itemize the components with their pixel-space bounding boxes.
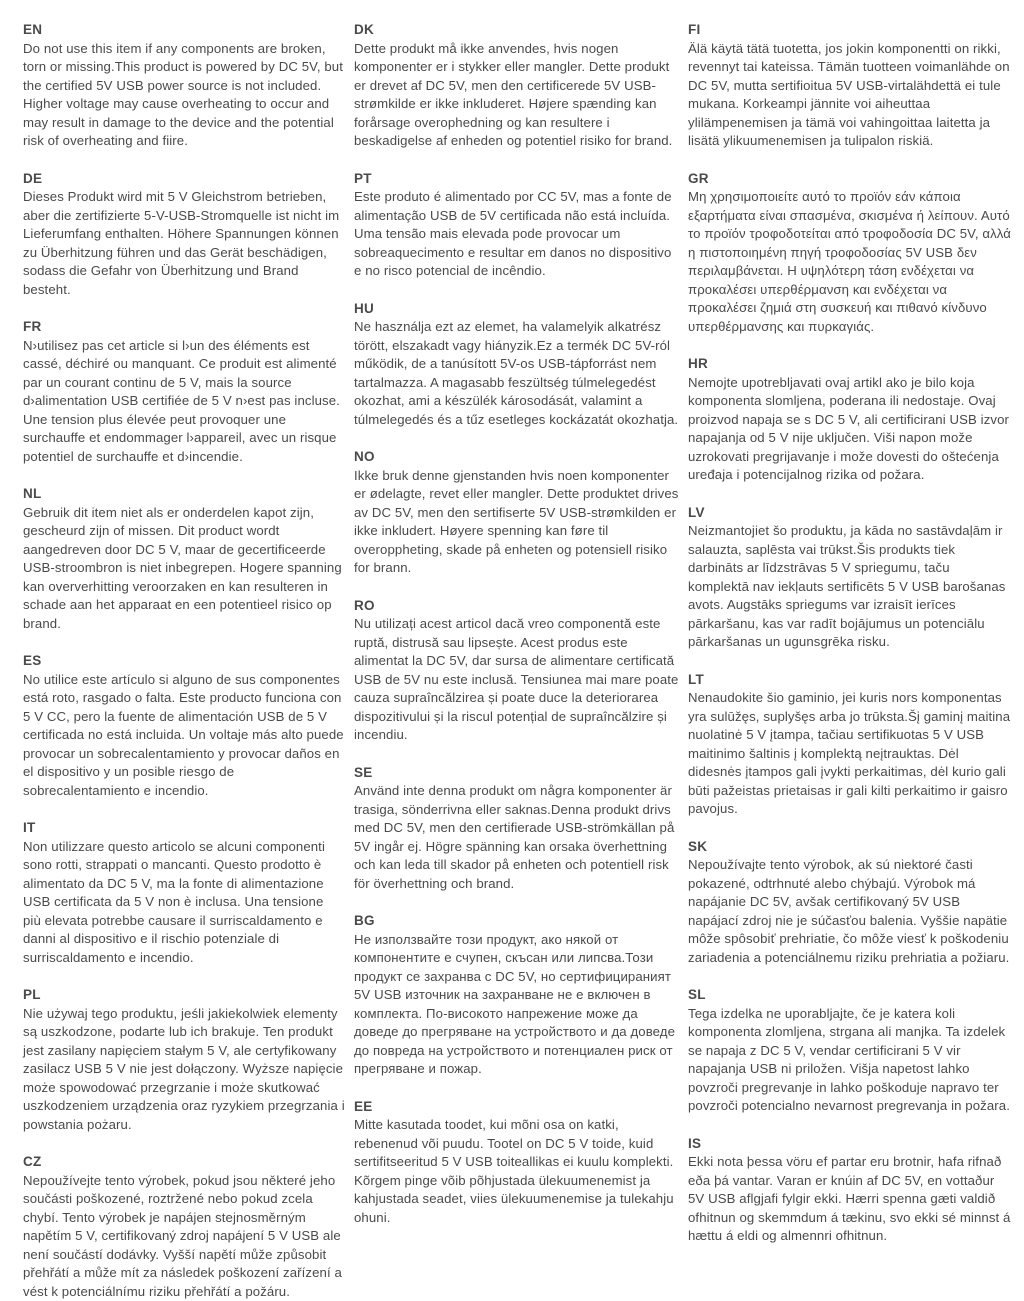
language-section-cz <box>23 1153 345 1301</box>
warning-text: Nie używaj tego produktu, jeśli jakiekolwiek elementy są uszkodzone, podarte lub ich brakuje. Ten produkt jest zasilany napięciem stałym 5 V, ale certyfikowany zasilacz USB 5 V nie jest dołączony. Wyższe napięcie może spowodować przegrzanie i może skutkować uszkodzeniem urządzenia oraz ryzykiem przegrzania i powstania pożaru. <box>23 1005 345 1135</box>
language-section-se <box>354 764 679 894</box>
language-section-no <box>354 448 679 578</box>
language-code-label: PT <box>354 170 679 189</box>
warning-text: Nemojte upotrebljavati ovaj artikl ako je bilo koja komponenta slomljena, poderana ili nedostaje. Ovaj proizvod napaja se s DC 5 V, ali certificirani USB izvor napajanja od 5 V nije uključen. Viši napon može uzrokovati pregrijavanje i može dovesti do oštećenja uređaja i potencijalnog rizika od požara. <box>688 374 1014 485</box>
language-section-pl <box>23 986 345 1134</box>
language-code-label: EE <box>354 1098 679 1117</box>
warning-text: Ikke bruk denne gjenstanden hvis noen komponenter er ødelagte, revet eller mangler. Dette produktet drives av DC 5V, men den sertifiserte 5V USB-strømkilden er ikke inkludert. Høyere spenning kan føre til overoppheting, skade på enheten og potensiell risiko for brann. <box>354 467 679 578</box>
language-code-label: HR <box>688 355 1014 374</box>
warning-text: Ne használja ezt az elemet, ha valamelyik alkatrész törött, elszakadt vagy hiányzik.Ez a termék DC 5V-ról működik, de a tanúsított 5V-os USB-tápforrást nem tartalmazza. A magasabb feszültség túlmelegedést okozhat, ami a készülék károsodását, valamint a túlmelegedés és a tűz esetleges kockázatát okozhatja. <box>354 318 679 429</box>
warning-text: N›utilisez pas cet article si l›un des éléments est cassé, déchiré ou manquant. Ce produit est alimenté par un courant continu de 5 V, mais la source d›alimentation USB certifiée de 5 V n›est pas incluse. Une tension plus élevée peut provoquer une surchauffe et endommager l›appareil, avec un risque potentiel de surchauffe et d›incendie. <box>23 337 345 467</box>
language-section-hu <box>354 300 679 430</box>
language-code-label: IS <box>688 1135 1014 1154</box>
language-code-label: FI <box>688 21 1014 40</box>
language-code-label: EN <box>23 21 345 40</box>
language-code-label: SL <box>688 986 1014 1005</box>
language-code-label: ES <box>23 652 345 671</box>
language-section-hr <box>688 355 1014 485</box>
language-section-en <box>23 21 345 151</box>
warning-text: Nepoužívajte tento výrobok, ak sú niektoré časti pokazené, odtrhnuté alebo chýbajú. Výrobok má napájanie DC 5V, avšak certifikovaný 5V USB napájací zdroj nie je súčasťou balenia. Vyššie napätie môže spôsobiť prehriatie, čo môže viesť k poškodeniu zariadenia a potenciálnemu riziku prehriatia a požiaru. <box>688 856 1014 967</box>
language-code-label: FR <box>23 318 345 337</box>
language-code-label: GR <box>688 170 1014 189</box>
language-code-label: PL <box>23 986 345 1005</box>
column-3 <box>688 21 1014 1014</box>
language-section-lt <box>688 671 1014 819</box>
language-section-fi <box>688 21 1014 151</box>
warning-text: Не използвайте този продукт, ако някой от компонентите е счупен, скъсан или липсва.Този продукт се захранва с DC 5V, но сертифицираният 5V USB източник на захранване не е включен в комплекта. По-високото напрежение може да доведе до прегряване на устройството и да доведе до повреда на устройството и потенциален риск от прегряване и пожар. <box>354 931 679 1079</box>
language-code-label: NL <box>23 485 345 504</box>
language-code-label: DE <box>23 170 345 189</box>
warning-text: Neizmantojiet šo produktu, ja kāda no sastāvdaļām ir salauzta, saplēsta vai trūkst.Šis produkts tiek darbināts ar līdzstrāvas 5 V spriegumu, taču komplektā nav iekļauts sertificēts 5 V USB barošanas avots. Augstāks spriegums var izraisīt ierīces pārkaršanu, kas var radīt bojājumus un potenciālu pārkaršanas un ugunsgrēka risku. <box>688 522 1014 652</box>
warning-text: Dette produkt må ikke anvendes, hvis nogen komponenter er i stykker eller mangler. Dette produkt er drevet af DC 5V, men den certificerede 5V USB-strømkilde er ikke inkluderet. Højere spænding kan forårsage overophedning og kan resultere i beskadigelse af enheden og potentiel risiko for brand. <box>354 40 679 151</box>
language-section-nl <box>23 485 345 633</box>
language-code-label: LV <box>688 504 1014 523</box>
language-code-label: LT <box>688 671 1014 690</box>
language-section-it <box>23 819 345 967</box>
language-code-label: BG <box>354 912 679 931</box>
warning-text: Non utilizzare questo articolo se alcuni componenti sono rotti, strappati o mancanti. Questo prodotto è alimentato da DC 5 V, ma la fonte di alimentazione USB certificata da 5 V non è inclusa. Una tensione più elevata potrebbe causare il surriscaldamento e danni al dispositivo e il rischio potenziale di surriscaldamento e incendio. <box>23 838 345 968</box>
warning-text: No utilice este artículo si alguno de sus componentes está roto, rasgado o falta. Este producto funciona con 5 V CC, pero la fuente de alimentación USB de 5 V certificada no está incluida. Un voltaje más alto puede provocar un sobrecalentamiento y provocar daños en el dispositivo y un posible riesgo de sobrecalentamiento e incendio. <box>23 671 345 801</box>
column-1 <box>23 21 345 1014</box>
language-section-bg <box>354 912 679 1079</box>
language-code-label: RO <box>354 597 679 616</box>
warning-text: Gebruik dit item niet als er onderdelen kapot zijn, gescheurd zijn of missen. Dit product wordt aangedreven door DC 5 V, maar de gecertificeerde USB-stroombron is niet inbegrepen. Hogere spanning kan oververhitting veroorzaken en kan resulteren in schade aan het apparaat en een potentieel risico op brand. <box>23 504 345 634</box>
language-section-gr <box>688 170 1014 337</box>
warning-text: Do not use this item if any components are broken, torn or missing.This product is powered by DC 5V, but the certified 5V USB power source is not included. Higher voltage may cause overheating to occur and may result in damage to the device and the potential risk of overheating and fiire. <box>23 40 345 151</box>
language-section-lv <box>688 504 1014 652</box>
language-section-dk <box>354 21 679 151</box>
warning-text: Dieses Produkt wird mit 5 V Gleichstrom betrieben, aber die zertifizierte 5-V-USB-Stromquelle ist nicht im Lieferumfang enthalten. Höhere Spannungen können zu Überhitzung führen und das Gerät beschädigen, sodass die Gefahr von Überhitzung und Brand besteht. <box>23 188 345 299</box>
language-section-ro <box>354 597 679 745</box>
language-section-fr <box>23 318 345 466</box>
language-section-sl <box>688 986 1014 1116</box>
language-code-label: SE <box>354 764 679 783</box>
language-code-label: NO <box>354 448 679 467</box>
language-code-label: DK <box>354 21 679 40</box>
column-2 <box>354 21 679 1014</box>
warning-text: Tega izdelka ne uporabljajte, če je katera koli komponenta zlomljena, strgana ali manjka. Ta izdelek se napaja z DC 5 V, vendar certificirani 5 V vir napajanja USB ni priložen. Višja napetost lahko povzroči pregrevanje in lahko poškoduje napravo ter povzroči potencialno nevarnost pregrevanja in požara. <box>688 1005 1014 1116</box>
language-section-sk <box>688 838 1014 968</box>
warning-text: Ekki nota þessa vöru ef partar eru brotnir, hafa rifnað eða þá vantar. Varan er knúin af DC 5V, en vottaður 5V USB aflgjafi fylgir ekki. Hærri spenna gæti valdið ofhitnun og skemmdum á tækinu, svo ekki sé minnst á hættu á eldi og almennri ofhitnun. <box>688 1153 1014 1246</box>
language-code-label: CZ <box>23 1153 345 1172</box>
language-code-label: IT <box>23 819 345 838</box>
language-section-de <box>23 170 345 300</box>
language-section-is <box>688 1135 1014 1246</box>
language-section-es <box>23 652 345 800</box>
warning-text: Mitte kasutada toodet, kui mõni osa on katki, rebenenud või puudu. Tootel on DC 5 V toide, kuid sertifitseeritud 5 V USB toiteallikas ei kuulu komplekti. Kõrgem pinge võib põhjustada ülekuumenemist ja kahjustada seadet, viies ülekuumenemise ja tulekahju ohuni. <box>354 1116 679 1227</box>
language-code-label: HU <box>354 300 679 319</box>
warning-text: Använd inte denna produkt om några komponenter är trasiga, sönderrivna eller saknas.Denna produkt drivs med DC 5V, men den certifierade USB-strömkällan på 5V ingår ej. Högre spänning kan orsaka överhettning och kan leda till skador på enheten och potentiell risk för överhettning och brand. <box>354 782 679 893</box>
warning-text: Nepoužívejte tento výrobek, pokud jsou některé jeho součásti poškozené, roztržené nebo pokud zcela chybí. Tento výrobek je napájen stejnosměrným napětím 5 V, certifikovaný zdroj napájení 5 V USB ale není součástí dodávky. Vyšší napětí může způsobit přehřátí a může mít za následek poškození zařízení a vést k potenciálnímu riziku přehřátí a požáru. <box>23 1172 345 1301</box>
language-code-label: SK <box>688 838 1014 857</box>
warning-text: Älä käytä tätä tuotetta, jos jokin komponentti on rikki, revennyt tai kateissa. Tämän tuotteen voimanlähde on DC 5V, mutta sertifioitua 5V USB-virtalähdettä ei tule mukana. Korkeampi jännite voi aiheuttaa ylilämpenemisen ja tämä voi vahingoittaa laitetta ja lisätä ylikuumenemisen ja tulipalon riskiä. <box>688 40 1014 151</box>
language-section-ee <box>354 1098 679 1228</box>
warning-text: Nenaudokite šio gaminio, jei kuris nors komponentas yra sulūžęs, suplyšęs arba jo trūksta.Šį gaminį maitina nuolatinė 5 V įtampa, tačiau sertifikuotas 5 V USB maitinimo šaltinis į komplektą neįtrauktas. Dėl didesnės įtampos gali įvykti perkaitimas, dėl kurio gali būti pažeistas prietaisas ir gali kilti perkaitimo ir gaisro pavojus. <box>688 689 1014 819</box>
warning-text: Μη χρησιμοποιείτε αυτό το προϊόν εάν κάποια εξαρτήματα είναι σπασμένα, σκισμένα ή λείπουν. Αυτό το προϊόν τροφοδοτείται από τροφοδοσία DC 5V, αλλά η πιστοποιημένη πηγή τροφοδοσίας 5V USB δεν περιλαμβάνεται. Η υψηλότερη τάση ενδέχεται να προκαλέσει υπερθέρμανση και ενδέχεται να προκαλέσει ζημιά στη συσκευή και πιθανό κίνδυνο υπερθέρμανσης και πυρκαγιάς. <box>688 188 1014 336</box>
warning-text: Este produto é alimentado por CC 5V, mas a fonte de alimentação USB de 5V certificada não está incluída. Uma tensão mais elevada pode provocar um sobreaquecimento e resultar em danos no dispositivo e no risco potencial de incêndio. <box>354 188 679 281</box>
warning-text: Nu utilizați acest articol dacă vreo componentă este ruptă, distrusă sau lipsește. Acest produs este alimentat la DC 5V, dar sursa de alimentare certificată USB de 5V nu este inclusă. Tensiunea mai mare poate cauza supraîncălzirea și poate duce la deteriorarea dispozitivului și la riscul potențial de supraîncălzire și incendiu. <box>354 615 679 745</box>
language-section-pt <box>354 170 679 281</box>
